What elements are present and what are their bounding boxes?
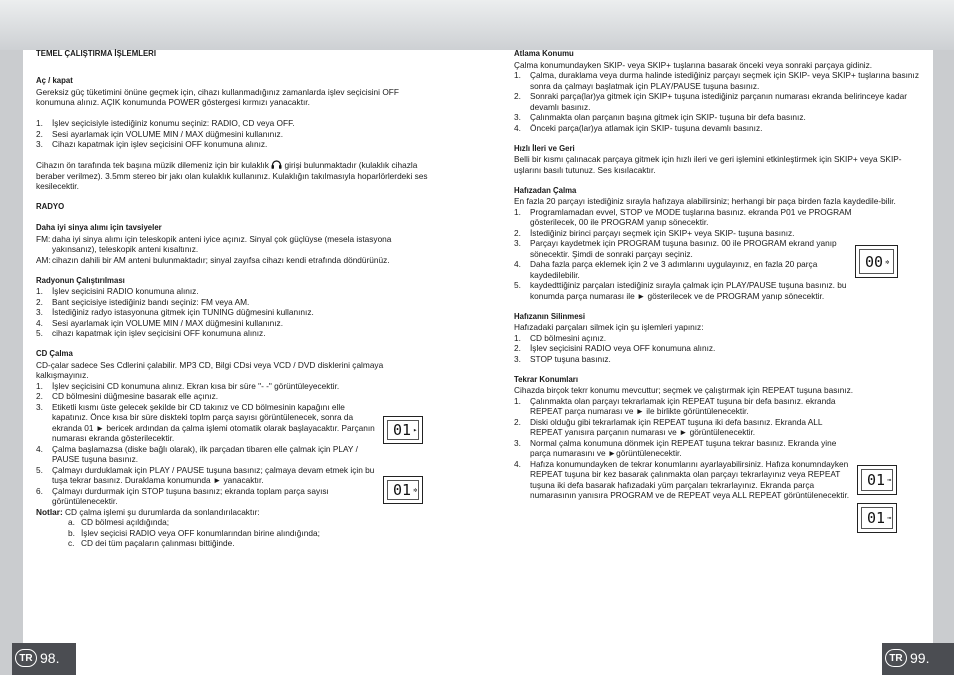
memory-heading: Hafızadan Çalma	[514, 185, 577, 195]
left-margin-strip	[0, 50, 23, 675]
repeat-heading: Tekrar Konumları	[514, 374, 578, 384]
lcd-digits: 00	[865, 252, 884, 271]
notes	[36, 507, 431, 518]
headphone-text-b: girişi bulunmaktadır (kulaklık cihazla beraber verilmez). 3.5mm stereo bir jakı olan kulaklık kullanınız. Kulaklığın takılmasıyla hoparlörlerdeki ses kesilecektir.	[36, 160, 428, 191]
list-item: STOP tuşuna basınız.	[530, 353, 611, 364]
lcd-display-pause	[383, 476, 423, 504]
left-page	[36, 49, 431, 549]
radio-op-heading: Radyonun Çalıştırılması	[36, 275, 125, 285]
list-item: Daha fazla parça eklemek için 2 ve 3 adımlarını uygulayınız, en fazla 20 parça kaydedilebilir.	[530, 259, 818, 280]
page-number: 98.	[40, 650, 60, 666]
radio-heading: RADYO	[36, 202, 65, 211]
list-item: Sesi ayarlamak için VOLUME MIN / MAX düğmesini kullanınız.	[52, 128, 284, 139]
repeat-indicator-icon: ⊸	[887, 514, 892, 522]
list-item: Sesi ayarlamak için VOLUME MIN / MAX düğmesini kullanınız.	[52, 317, 284, 328]
list-item: Parçayı kaydetmek için PROGRAM tuşuna basınız. 00 ile PROGRAM ekrand yanıp sönecektir. Şimdi de sonraki parçayı seçiniz.	[530, 238, 837, 259]
am-text: cihazın dahili bir AM anteni bulunmaktadır; sinyal zayıfsa cihazı kendi etrafında döndürünüz.	[52, 254, 390, 265]
headphone-icon	[271, 160, 282, 169]
list-item: İşlev seçicisini CD konumuna alınız. Ekran kısa bir süre "- -" görüntüleyecektir.	[52, 380, 340, 391]
list-item: kaydedttiğiniz parçaları istediğiniz sırayla çalmak için PLAY/PAUSE tuşuna basınız. bu konumda parça numarası ile ► gösterilecek ve de PROGRAM yanıp sönecektir.	[530, 280, 847, 301]
list-item: İstediğiniz radyo istasyonuna gitmek için TUNING düğmesini kullanınız.	[52, 307, 314, 317]
cd-steps: 1. İşlev seçicisini CD konumuna alınız. Ekran kısa bir süre "- -" görüntüleyecektir. 2. CD bölmesini düğmesine basarak elle açınız. 3. Etiketli kısmı üste gelecek şekilde bir CD takınız ve CD bölmesinin kapağını elle kapatınız. Önce kısa bir süre diskteki toplm parça sayısı görüntülenecek, sonra da ekranda 01 ► bericek ardından da çalma işlemi otomatik olarak başlayacaktır. Parçanın numarası ekranda gösterilecektir. 4. Çalma başlamazsa (diske bağlı olarak), ilk parçadan tibaren elle çalmak için PLAY / PAUSE tuşuna basınız. 5. Çalmayı durduklamak için PLAY / PAUSE tuşuna basınız; çalmaya devam etmek için bu tuşa tekrar basınız. Duraklama konumunda ► yanacaktır. 6. Çalmayı durdurmak için STOP tuşuna basınız; ekranda toplam parça sayısı görüntülenecektir.	[36, 380, 375, 506]
fm-label: FM:	[36, 233, 51, 244]
list-item: Bant seçicisiye istediğiniz bandı seçiniz: FM veya AM.	[52, 296, 250, 307]
list-item: Çalmayı durduklamak için PLAY / PAUSE tuşuna basınız; çalmaya devam etmek için bu tuşa tekrar basınız. Duraklama konumunda ► yanacaktır.	[52, 464, 375, 485]
am-tip	[36, 255, 431, 266]
fm-tip	[36, 234, 431, 255]
note-key: c.	[68, 538, 75, 548]
delete-heading: Hafızanın Silinmesi	[514, 311, 586, 321]
lcd-display-repeat-all	[857, 503, 897, 533]
headphone-paragraph	[36, 160, 431, 192]
page-divider	[476, 50, 478, 675]
list-item: Diski olduğu gibi tekrarlamak için REPEAT tuşuna iki defa basınız. Ekranda ALL REPEAT yanısıra parçanın numarası ve ► görüntülenecektir.	[530, 416, 823, 437]
headphone-text-a: Cihazın ön tarafında tek başına müzik dilemeniz için bir kulaklık	[36, 160, 269, 170]
lcd-digits: 01	[393, 421, 412, 439]
list-item: Çalmayı durdurmak için STOP tuşuna basınız; ekranda toplam parça sayısı görüntülenecektir.	[52, 485, 329, 506]
lcd-digits: 01	[867, 471, 886, 489]
list-item: Cihazı kapatmak için işlev seçicisini OFF konumuna alınız.	[52, 139, 268, 149]
notes-label: Notlar:	[36, 506, 63, 517]
repeat-paragraph: Cihazda birçok tekrr konumu mevcuttur; seçmek ve çalıştırmak için REPEAT tuşuna basınız.	[514, 385, 854, 395]
memory-steps: 1. Programlamadan evvel, STOP ve MODE tuşlarına basınız. ekranda P01 ve PROGRAM gösterilecek, 00 ile PROGRAM yanıp sönecektir. 2. İstediğiniz birinci parçayı seçmek için SKIP+ veya SKIP- tuşuna basınız. 3. Parçayı kaydetmek için PROGRAM tuşuna basınız. 00 ile PROGRAM ekrand yanıp sönecektir. Şimdi de sonraki parçayı seçiniz. 4. Daha fazla parça eklemek için 2 ve 3 adımlarını uygulayınız, en fazla 20 parça kaydedilebilir. 5. kaydedttiğiniz parçaları istediğiniz sırayla çalmak için PLAY/PAUSE tuşuna basınız. bu konumda parça numarası ile ► gösterilecek ve de PROGRAM yanıp sönecektir.	[514, 207, 859, 302]
fast-paragraph: Belli bir kısmı çalınacak parçaya gitmek için hızlı ileri ve geri işlemini etkinleştirmek için SKIP+ veya SKIP- uşlarını basılı tutunuz. Ses kısılacaktır.	[514, 154, 902, 175]
am-label: AM:	[36, 254, 51, 265]
notes-text: CD çalma işlemi şu durumlarda da sonlandırılacaktır:	[65, 506, 260, 517]
list-item: CD bölmesini düğmesine basarak elle açınız.	[52, 391, 219, 401]
page-number-right	[885, 645, 938, 671]
fm-text: daha iyi sinya alımı için teleskopik anteni iyice açınız. Sinyal çok güçlüyse (mesela istasyona yakınsanız), teleskopik anteni kısaltınız.	[52, 233, 392, 254]
memory-paragraph: En fazla 20 parçayı istediğiniz sırayla hafızaya alabilirsiniz; herhangi bir paça birden fazla kaydedile-bilir.	[514, 196, 896, 206]
note-key: b.	[68, 527, 75, 538]
list-item: Çalınmakta olan parçanın başına gitmek için SKIP- tuşuna bir defa basınız.	[530, 112, 806, 122]
lcd-digits: 01	[393, 481, 412, 499]
list-item: CD dei tüm paçaların çalınması bittiğinde.	[81, 538, 235, 548]
list-item: Sonraki parça(lar)ya gitmek için SKIP+ tuşuna istediğiniz parçanın numarası ekranda belirinceye kadar devamlı basınız.	[530, 91, 908, 112]
cd-heading: CD Çalma	[36, 349, 73, 358]
play-indicator-icon: ▸	[413, 426, 418, 434]
tips-heading: Daha iyi sinya alımı için tavsiyeler	[36, 223, 162, 232]
lcd-digits: 01	[867, 509, 886, 527]
onoff-heading: Aç / kapat	[36, 76, 73, 85]
list-item: Normal çalma konumuna dönmek için REPEAT tuşuna tekrar basınız. Ekranda yine parça numarasını ve ►görüntülenecektir.	[530, 437, 837, 458]
lcd-display-repeat	[857, 465, 897, 495]
list-item: Çalınmakta olan parçayı tekrarlamak için REPEAT tuşuna bir defa basınız. ekranda REPEAT parça numarası ve ► ile birlikte görüntülenecektir.	[530, 395, 836, 416]
repeat-steps: 1. Çalınmakta olan parçayı tekrarlamak için REPEAT tuşuna bir defa basınız. ekranda REPEAT parça numarası ve ► ile birlikte görüntülenecektir. 2. Diski olduğu gibi tekrarlamak için REPEAT tuşuna iki defa basınız. Ekranda ALL REPEAT yanısıra parçanın numarası ve ► görüntülenecektir. 3. Normal çalma konumuna dönmek için REPEAT tuşuna tekrar basınız. Ekranda yine parça numarasını ve ►görüntülenecektir. 4. Hafıza konumundayken de tekrar konumlarını ayarlayabilirsiniz. Hafıza konumndayken REPEAT tuşuna bir kez basarak çalınmakta olan parçayı tekrarlayınız veya REPEAT tuşuna iki defa basarak hafızadaki yüm parçaları tekrarlayınız. Ekranda parça numarasının yanısıra PROGRAM ve de REPEAT veya ALL REPEAT görüntülenecektir.	[514, 396, 854, 501]
list-item: Programlamadan evvel, STOP ve MODE tuşlarına basınız. ekranda P01 ve PROGRAM gösterilecek, 00 ile PROGRAM yanıp sönecektir.	[530, 206, 852, 227]
list-item: Çalma, duraklama veya durma halinde istediğiniz parçayı seçmek için SKIP- veya SKIP+ tuşlarına basınız sonra da çalmayı başlatmak için PLAY/PAUSE tuşuna basınız.	[530, 70, 919, 91]
page-number: 99.	[910, 650, 930, 666]
list-item: Hafıza konumundayken de tekrar konumlarını ayarlayabilirsiniz. Hafıza konumndayken REPEAT tuşuna bir kez basarak çalınmakta olan parçayı tekrarlayınız veya REPEAT tuşuna iki defa basarak hafızadaki yüm parçaları tekrarlayınız. Ekranda parça numarasının yanısıra PROGRAM ve de REPEAT veya ALL REPEAT görüntülenecektir.	[530, 458, 850, 500]
radio-steps: 1. İşlev seçicisini RADIO konumuna alınız. 2. Bant seçicisiye istediğiniz bandı seçiniz: FM veya AM. 3. İstediğiniz radyo istasyonuna gitmek için TUNING düğmesini kullanınız. 4. Sesi ayarlamak için VOLUME MIN / MAX düğmesini kullanınız. 5. cihazı kapatmak için işlev seçicisini OFF konumuna alınız.	[36, 286, 431, 339]
fast-heading: Hızlı İleri ve Geri	[514, 143, 575, 153]
list-item: İşlev seçicisi RADIO veya OFF konumlarından birine alındığında;	[81, 527, 320, 538]
pause-indicator-icon: ✲	[413, 486, 418, 494]
list-item: İşlev seçicisini RADIO veya OFF konumuna alınız.	[530, 343, 716, 353]
skip-steps: 1. Çalma, duraklama veya durma halinde istediğiniz parçayı seçmek için SKIP- veya SKIP+ tuşlarına basınız sonra da çalmayı başlatmak için PLAY/PAUSE tuşuna basınız. 2. Sonraki parça(lar)ya gitmek için SKIP+ tuşuna istediğiniz parçanın numarası ekranda belirinceye kadar devamlı basınız. 3. Çalınmakta olan parçanın başına gitmek için SKIP- tuşuna bir defa basınız. 4. Önceki parça(lar)ya atlamak için SKIP- tuşuna devamlı basınız.	[514, 70, 919, 133]
section-title: TEMEL ÇALIŞTIRMA İŞLEMLERI	[36, 49, 156, 58]
skip-paragraph: Çalma konumundayken SKIP- veya SKIP+ tuşlarına basarak önceki veya sonraki parçaya gidiniz.	[514, 59, 873, 70]
header-band	[0, 0, 954, 50]
skip-heading: Atlama Konumu	[514, 49, 574, 58]
list-item: İstediğiniz birinci parçayı seçmek için SKIP+ veya SKIP- tuşuna basınız.	[530, 227, 795, 238]
language-badge: TR	[15, 649, 37, 667]
list-item: cihazı kapatmak için işlev seçicisini OFF konumuna alınız.	[52, 328, 266, 338]
list-item: Etiketli kısmı üste gelecek şekilde bir CD takınız ve CD bölmesinin kapağını elle kapatınız. Önce kısa bir süre diskteki toplm parça sayısı görüntülenecek, sonra da ekranda 01 ► bericek ardından da çalma işlemi otomatik olarak başlayacaktır. Parçanın numarası ekranda gösterilecektir.	[52, 401, 375, 443]
list-item: Önceki parça(lar)ya atlamak için SKIP- tuşuna devamlı basınız.	[530, 122, 763, 133]
lcd-display-play	[383, 416, 423, 444]
right-margin-strip	[933, 50, 954, 675]
list-item: İşlev seçicisiyle istediğiniz konumu seçiniz: RADIO, CD veya OFF.	[52, 118, 295, 128]
onoff-steps: 1. İşlev seçicisiyle istediğiniz konumu seçiniz: RADIO, CD veya OFF. 2. Sesi ayarlamak için VOLUME MIN / MAX düğmesini kullanınız. 3. Cihazı kapatmak için işlev seçicisini OFF konumuna alınız.	[36, 118, 431, 150]
page-number-left	[15, 645, 68, 671]
blink-indicator-icon: ✲	[885, 257, 890, 266]
notes-list	[36, 517, 431, 549]
repeat-indicator-icon: ⊸	[887, 476, 892, 484]
onoff-paragraph: Gereksiz güç tüketimini önüne geçmek için, cihazı kullanmadığınız zamanlarda işlev seçicisini OFF konumuna alınız. AÇIK konumunda POWER göstergesi kırmızı yanacaktır.	[36, 86, 399, 107]
delete-steps: 1. CD bölmesini açınız. 2. İşlev seçicisini RADIO veya OFF konumuna alınız. 3. STOP tuşuna basınız.	[514, 333, 919, 365]
language-badge: TR	[885, 649, 907, 667]
list-item: CD bölmesi açıldığında;	[81, 517, 170, 527]
delete-paragraph: Hafızadaki parçaları silmek için şu işlemleri yapınız:	[514, 322, 704, 332]
note-key: a.	[68, 517, 75, 527]
list-item: Çalma başlamazsa (diske bağlı olarak), ilk parçadan tibaren elle çalmak için PLAY / PAUSE tuşuna basınız.	[52, 443, 358, 464]
lcd-display-program	[855, 245, 898, 278]
list-item: İşlev seçicisini RADIO konumuna alınız.	[52, 286, 199, 296]
list-item: CD bölmesini açınız.	[530, 332, 607, 343]
cd-paragraph: CD-çalar sadece Ses Cdlerini çalabilir. MP3 CD, Bilgi CDsi veya VCD / DVD disklerini çalmaya kalkışmayınız.	[36, 359, 384, 380]
